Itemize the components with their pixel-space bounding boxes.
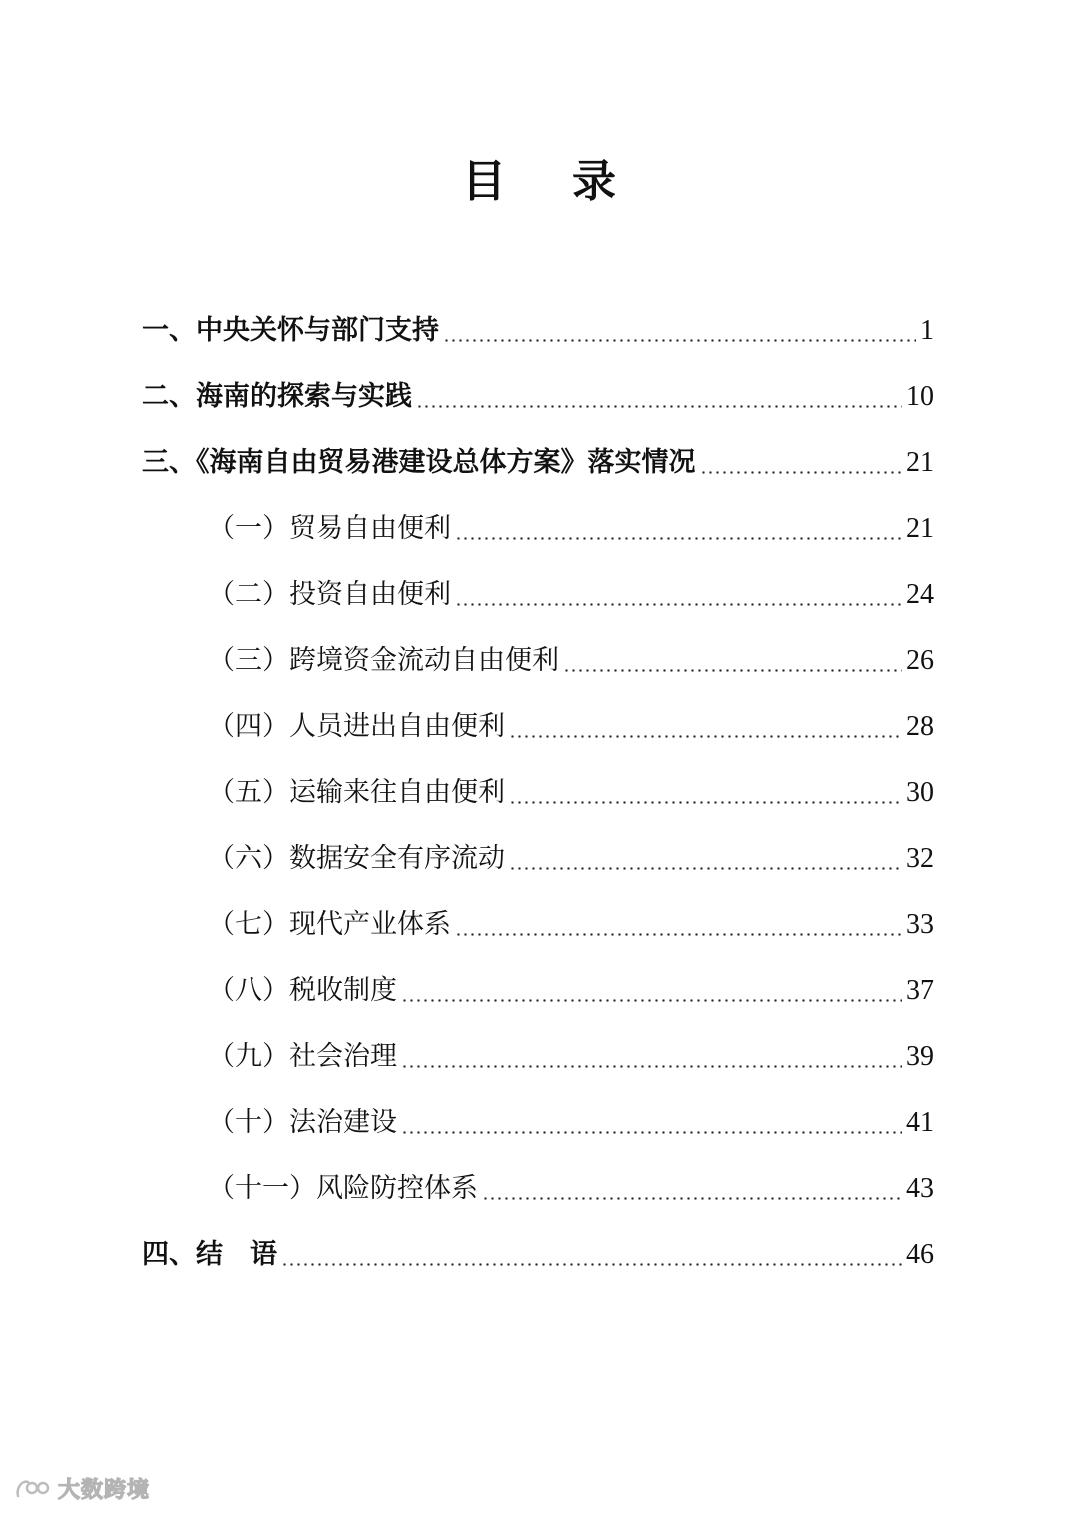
toc-entry-label: 一、中央关怀与部门支持 — [142, 315, 439, 346]
toc-dot-leader — [416, 404, 902, 408]
toc-entry-label: （十）法治建设 — [208, 1107, 397, 1138]
toc-dot-leader — [455, 602, 902, 606]
toc-entry-label: （一）贸易自由便利 — [208, 513, 451, 544]
toc-page-number: 43 — [906, 1173, 934, 1204]
toc-entry[interactable] — [142, 1156, 934, 1222]
title-char-2: 录 — [572, 156, 618, 207]
toc-page-number: 30 — [906, 777, 934, 808]
toc-entry[interactable] — [142, 496, 934, 562]
toc-page-number: 10 — [906, 381, 934, 412]
toc-page-number: 39 — [906, 1041, 934, 1072]
toc-dot-leader — [455, 536, 902, 540]
toc-entry[interactable] — [142, 430, 934, 496]
toc-dot-leader — [700, 470, 903, 474]
toc-entry[interactable] — [142, 760, 934, 826]
toc-dot-leader — [443, 338, 916, 342]
title-char-1: 目 — [462, 156, 508, 207]
toc-dot-leader — [509, 800, 902, 804]
toc-dot-leader — [509, 734, 902, 738]
toc-entry-label: （六）数据安全有序流动 — [208, 843, 505, 874]
watermark — [14, 1473, 150, 1504]
toc-entry-label: （九）社会治理 — [208, 1041, 397, 1072]
toc-dot-leader — [401, 998, 902, 1002]
toc-dot-leader — [401, 1130, 902, 1134]
toc-entry[interactable] — [142, 1024, 934, 1090]
toc-entry-label: （四）人员进出自由便利 — [208, 711, 505, 742]
table-of-contents — [142, 298, 934, 1288]
toc-page-number: 26 — [906, 645, 934, 676]
toc-page-number: 32 — [906, 843, 934, 874]
toc-page-number: 21 — [906, 447, 934, 478]
toc-page-number: 24 — [906, 579, 934, 610]
toc-page-number: 33 — [906, 909, 934, 940]
toc-entry-label: （五）运输来往自由便利 — [208, 777, 505, 808]
toc-entry-label: （八）税收制度 — [208, 975, 397, 1006]
toc-page-number: 46 — [906, 1239, 934, 1270]
toc-entry-label: 四、结 语 — [142, 1239, 277, 1270]
toc-entry[interactable] — [142, 628, 934, 694]
toc-entry[interactable] — [142, 892, 934, 958]
toc-page-number: 21 — [906, 513, 934, 544]
toc-dot-leader — [482, 1196, 902, 1200]
toc-entry[interactable] — [142, 298, 934, 364]
toc-entry[interactable] — [142, 562, 934, 628]
toc-entry-label: （七）现代产业体系 — [208, 909, 451, 940]
toc-dot-leader — [509, 866, 902, 870]
watermark-text: 大数跨境 — [58, 1478, 151, 1503]
toc-entry-label: （三）跨境资金流动自由便利 — [208, 645, 559, 676]
toc-dot-leader — [281, 1262, 902, 1266]
page-title — [0, 150, 1080, 214]
toc-entry[interactable] — [142, 1222, 934, 1288]
toc-entry[interactable] — [142, 1090, 934, 1156]
toc-entry-label: 三、《海南自由贸易港建设总体方案》落实情况 — [142, 447, 696, 478]
toc-entry-label: （二）投资自由便利 — [208, 579, 451, 610]
toc-dot-leader — [563, 668, 902, 672]
brand-logo-icon — [14, 1476, 52, 1502]
toc-dot-leader — [455, 932, 902, 936]
toc-entry-label: 二、海南的探索与实践 — [142, 381, 412, 412]
toc-entry[interactable] — [142, 826, 934, 892]
toc-entry[interactable] — [142, 958, 934, 1024]
toc-entry[interactable] — [142, 694, 934, 760]
toc-page-number: 37 — [906, 975, 934, 1006]
toc-dot-leader — [401, 1064, 902, 1068]
toc-page-number: 28 — [906, 711, 934, 742]
toc-entry[interactable] — [142, 364, 934, 430]
toc-page-number: 1 — [920, 315, 934, 346]
toc-page-number: 41 — [906, 1107, 934, 1138]
toc-entry-label: （十一）风险防控体系 — [208, 1173, 478, 1204]
